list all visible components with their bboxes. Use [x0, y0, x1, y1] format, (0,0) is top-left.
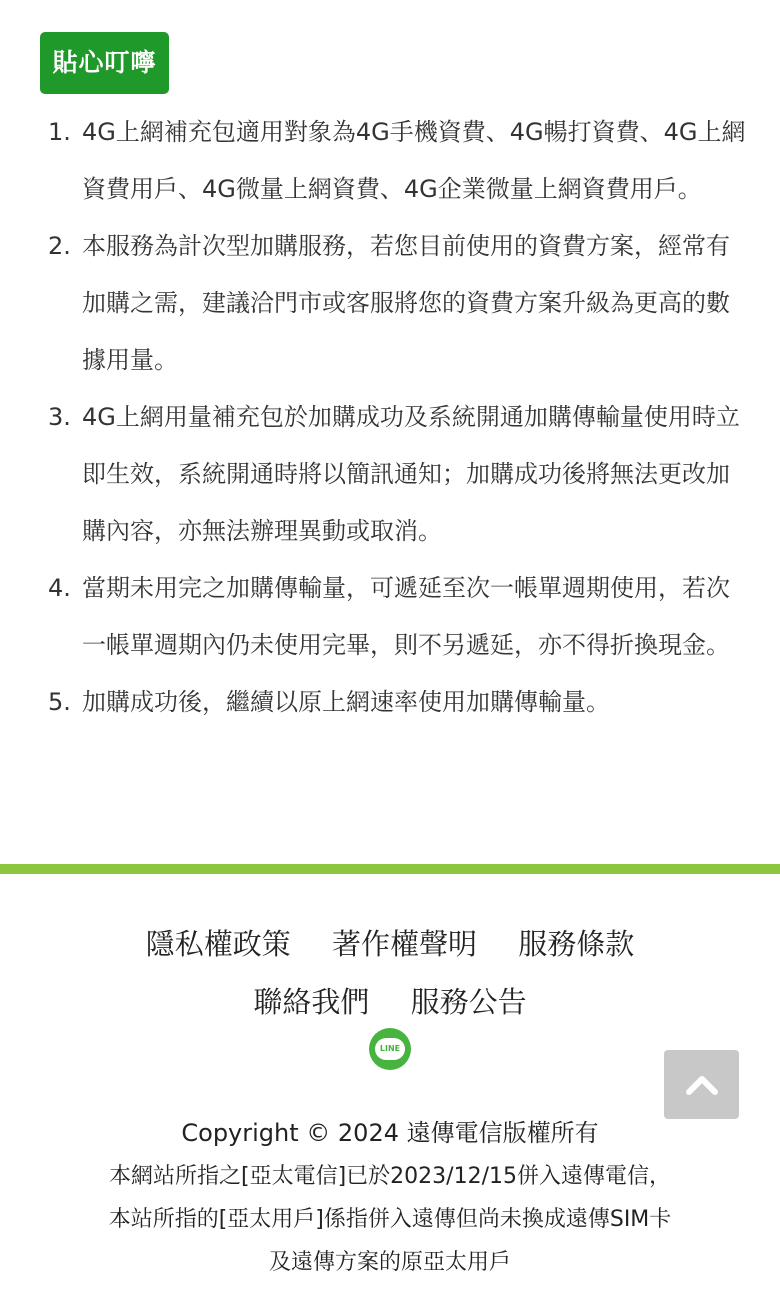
note-number: 3.	[48, 403, 71, 431]
footer-links-row	[0, 918, 780, 976]
line-icon-label: LINE	[375, 1038, 405, 1060]
terms-of-service-link[interactable]: 服務條款	[518, 927, 635, 961]
service-announcements-link[interactable]: 服務公告	[410, 985, 527, 1019]
merger-notice-line: 本網站所指之[亞太電信]已於2023/12/15併入遠傳電信，	[109, 1164, 671, 1189]
footer-divider	[0, 864, 780, 874]
notes-list	[48, 104, 748, 731]
merger-notice-line: 本站所指的[亞太用戶]係指併入遠傳但尚未換成遠傳SIM卡	[108, 1207, 672, 1232]
note-text: 當期未用完之加購傳輸量，可遞延至次一帳單週期使用，若次一帳單週期內仍未使用完畢，則不另遞延，亦不得折換現金。	[82, 574, 730, 659]
note-item	[48, 674, 748, 731]
note-number: 1.	[48, 118, 71, 146]
tips-title: 貼心叮嚀	[40, 32, 169, 94]
note-number: 2.	[48, 232, 71, 260]
note-text: 本服務為計次型加購服務，若您目前使用的資費方案，經常有加購之需，建議洽門市或客服將您的資費方案升級為更高的數據用量。	[82, 232, 730, 374]
copyright-text: Copyright © 2024 遠傳電信版權所有	[181, 1119, 599, 1147]
note-item	[48, 389, 748, 560]
footer-links-row	[0, 976, 780, 1034]
note-number: 4.	[48, 574, 71, 602]
note-item	[48, 104, 748, 218]
chevron-up-icon	[685, 1074, 719, 1096]
note-item	[48, 218, 748, 389]
back-to-top-button[interactable]	[664, 1050, 739, 1119]
copyright-notice-link[interactable]: 著作權聲明	[331, 927, 477, 961]
privacy-policy-link[interactable]: 隱私權政策	[145, 927, 291, 961]
note-text: 加購成功後，繼續以原上網速率使用加購傳輸量。	[82, 688, 610, 716]
note-number: 5.	[48, 688, 71, 716]
copyright-block	[0, 1112, 780, 1284]
note-text: 4G上網補充包適用對象為4G手機資費、4G暢打資費、4G上網資費用戶、4G微量上網資費、4G企業微量上網資費用戶。	[82, 118, 746, 203]
note-text: 4G上網用量補充包於加購成功及系統開通加購傳輸量使用時立即生效，系統開通時將以簡訊通知；加購成功後將無法更改加購內容，亦無法辦理異動或取消。	[82, 403, 740, 545]
line-icon[interactable]	[369, 1028, 411, 1070]
footer-nav	[0, 918, 780, 1034]
note-item	[48, 560, 748, 674]
contact-us-link[interactable]: 聯絡我們	[253, 985, 370, 1019]
merger-notice-line: 及遠傳方案的原亞太用戶	[268, 1250, 511, 1275]
